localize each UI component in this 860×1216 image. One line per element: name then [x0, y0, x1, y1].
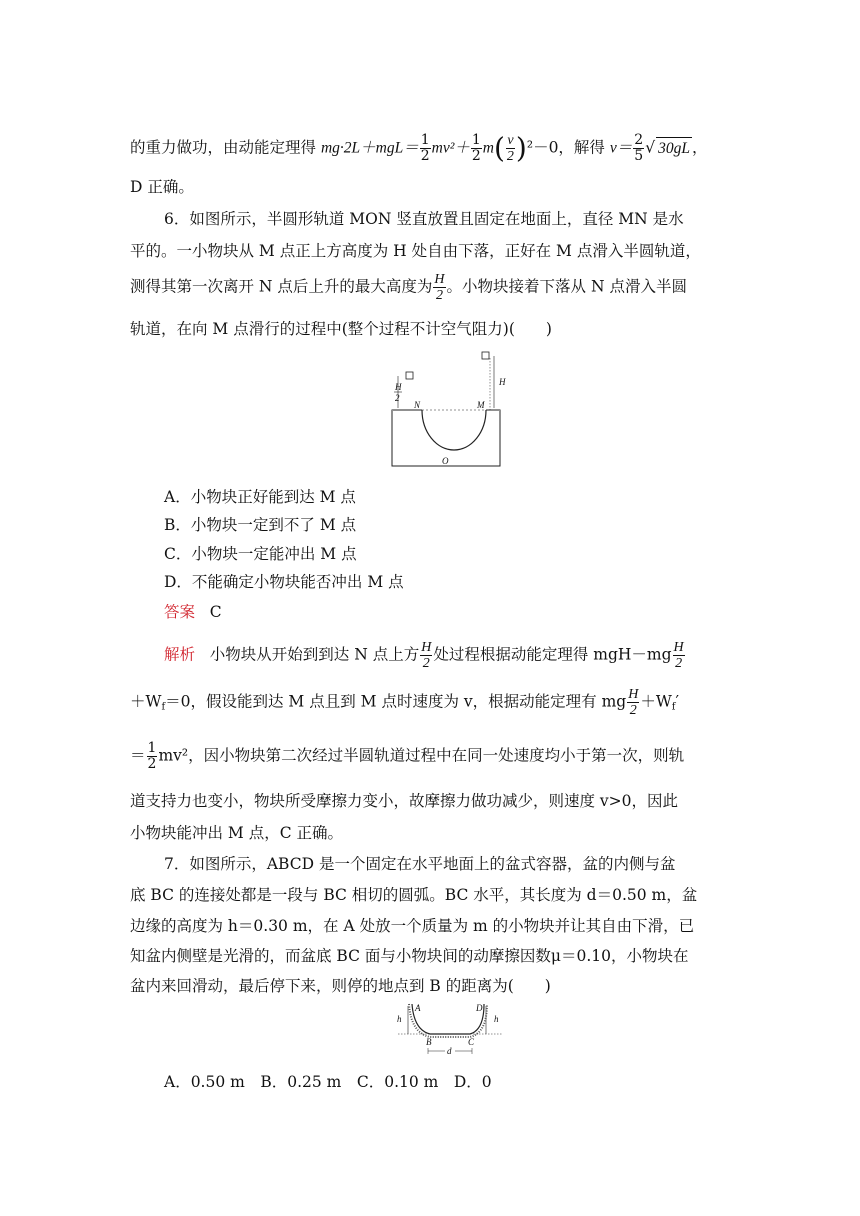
q6-option-a: A．小物块正好能到达 M 点: [164, 488, 356, 506]
fraction: $\frac{H}{2}$: [434, 272, 445, 303]
paren-open: (: [493, 131, 505, 165]
equation: mv²＋: [431, 139, 470, 157]
fraction: $\frac{H}{2}$: [628, 687, 639, 718]
fig-label-half-den: 2: [395, 393, 400, 403]
q7-options: A．0.50 m B．0.25 m C．0.10 m D．0: [164, 1073, 492, 1091]
q7-line-3: 边缘的高度为 h＝0.30 m，在 A 处放一个质量为 m 的小物块并让其自由下滑，已: [130, 917, 695, 935]
q6-figure: [382, 348, 512, 470]
fraction: $\frac{H}{2}$: [421, 640, 432, 671]
q6-analysis-line-1: [164, 640, 686, 671]
q6-option-c: C．小物块一定能冲出 M 点: [164, 545, 357, 563]
fig-label-half-num: H: [395, 382, 402, 392]
text: ²－0，解得: [526, 138, 610, 157]
subscript: f: [671, 701, 676, 713]
fig-label-C: C: [468, 1037, 475, 1047]
fig-label-H: H: [499, 377, 506, 387]
q7-figure: [390, 1000, 506, 1062]
fraction: $\frac{v}{2}$: [506, 133, 514, 164]
fraction: $\frac{1}{2}$: [147, 740, 157, 772]
q6-line-4: 轨道，在向 M 点滑行的过程中(整个过程不计空气阻力)( ): [130, 320, 552, 338]
text: ′: [675, 692, 679, 711]
text: 小物块从开始到到达 N 点上方: [209, 645, 420, 664]
q7-line-1: 7．如图所示，ABCD 是一个固定在水平地面上的盆式容器，盆的内侧与盆: [164, 855, 676, 873]
fig-label-h-left: h: [397, 1014, 402, 1024]
text: 测得其第一次离开 N 点后上升的最大高度为: [130, 277, 433, 296]
text: ，: [691, 138, 708, 157]
text: ＝0，假设能到达 M 点且到 M 点时速度为 v，根据动能定理有 mg: [165, 692, 627, 711]
q6-analysis-line-3: [130, 741, 684, 772]
fig-label-D: D: [476, 1003, 483, 1013]
q7-line-4: 知盆内侧壁是光滑的，而盆底 BC 面与小物块间的动摩擦因数μ＝0.10，小物块在: [130, 947, 689, 965]
q7-line-5: 盆内来回滑动，最后停下来，则停的地点到 B 的距离为( ): [130, 977, 551, 995]
equation: m: [482, 139, 494, 157]
q6-line-3: [130, 272, 687, 303]
text: 。小物块接着下落从 N 点滑入半圆: [446, 277, 687, 296]
q6-answer: [164, 601, 222, 623]
answer-label: 答案: [164, 603, 196, 621]
q6-analysis-line-5: 小物块能冲出 M 点，C 正确。: [130, 824, 344, 842]
q6-option-d: D．不能确定小物块能否冲出 M 点: [164, 573, 404, 591]
prev-solution-line-2: D 正确。: [130, 178, 194, 196]
equation: mg·2L＋mgL＝: [320, 139, 419, 157]
fig-label-O: O: [442, 456, 449, 466]
prev-solution-line-1: 的重力做功，由动能定理得 mg·2L＋mgL＝ $\frac{1}{2}$ mv²＋ $\frac{1}{2}$ m( $\frac{v}{2}$ )²－0，解得 v＝ $\frac{2}{5}$ √ 30gL ，: [130, 131, 708, 165]
fig-label-d: d: [447, 1046, 452, 1056]
analysis-label: 解析: [164, 645, 196, 664]
fraction: $\frac{H}{2}$: [673, 640, 684, 671]
fraction: $\frac{1}{2}$: [471, 132, 481, 164]
fraction: $\frac{1}{2}$: [420, 132, 430, 164]
q6-line-2: 平的。一小物块从 M 点正上方高度为 H 处自由下落，正好在 M 点滑入半圆轨道，: [130, 242, 701, 260]
fig-label-h-right: h: [494, 1014, 499, 1024]
text: ＋W: [130, 692, 162, 711]
fraction: $\frac{2}{5}$: [634, 132, 644, 164]
sqrt: 30gL: [656, 137, 692, 160]
subscript: f: [161, 701, 166, 713]
fig-label-M: M: [477, 400, 485, 410]
text: 处过程根据动能定理得 mgH－mg: [433, 645, 672, 664]
q6-line-1: 6．如图所示，半圆形轨道 MON 竖直放置且固定在地面上，直径 MN 是水: [164, 210, 684, 228]
q6-analysis-line-4: 道支持力也变小，物块所受摩擦力变小，故摩擦力做功减少，则速度 v>0，因此: [130, 792, 679, 810]
equation: v＝: [609, 139, 633, 157]
text: ＋W: [640, 692, 672, 711]
fig-label-N: N: [414, 400, 421, 410]
q6-option-b: B．小物块一定到不了 M 点: [164, 516, 357, 534]
paren-close: ): [515, 131, 527, 165]
q7-line-2: 底 BC 的连接处都是一段与 BC 相切的圆弧。BC 水平，其长度为 d＝0.50 m，盆: [130, 886, 698, 904]
text: ＝: [130, 746, 146, 765]
answer-value: C: [209, 603, 222, 621]
text: 的重力做功，由动能定理得: [130, 138, 321, 157]
fig-label-A: A: [415, 1003, 421, 1013]
text: mv²，因小物块第二次经过半圆轨道过程中在同一处速度均小于第一次，则轨: [158, 746, 685, 765]
q6-analysis-line-2: [130, 687, 679, 719]
fig-label-B: B: [426, 1037, 432, 1047]
